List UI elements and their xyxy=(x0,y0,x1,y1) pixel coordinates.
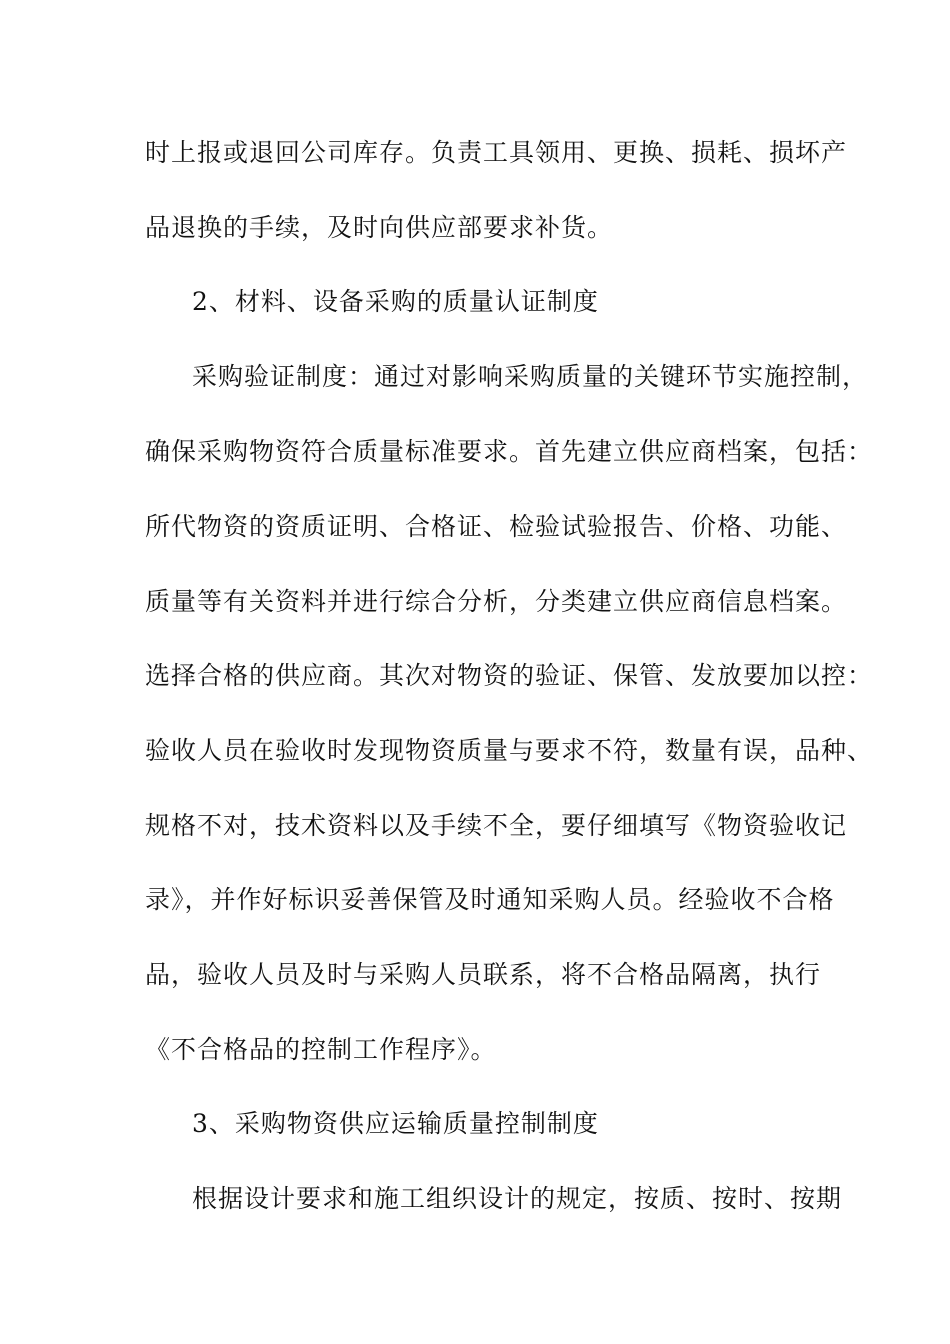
paragraph-line: 选择合格的供应商。其次对物资的验证、保管、发放要加以控： xyxy=(145,661,874,690)
paragraph-line: 录》，并作好标识妥善保管及时通知采购人员。经验收不合格 xyxy=(145,885,835,914)
paragraph-line: 《不合格品的控制工作程序》。 xyxy=(145,1035,497,1064)
paragraph-line: 质量等有关资料并进行综合分析，分类建立供应商信息档案。 xyxy=(145,587,848,616)
paragraph-line: 规格不对，技术资料以及手续不全，要仔细填写《物资验收记 xyxy=(145,811,848,840)
paragraph-line: 品退换的手续，及时向供应部要求补货。 xyxy=(145,213,614,242)
paragraph-line: 时上报或退回公司库存。负责工具领用、更换、损耗、损坏产 xyxy=(145,138,848,167)
section-heading: 3、采购物资供应运输质量控制制度 xyxy=(192,1109,599,1138)
paragraph-line: 采购验证制度：通过对影响采购质量的关键环节实施控制， xyxy=(192,362,869,391)
paragraph-line: 确保采购物资符合质量标准要求。首先建立供应商档案，包括： xyxy=(145,437,874,466)
paragraph-line: 验收人员在验收时发现物资质量与要求不符，数量有误，品种、 xyxy=(145,736,874,765)
paragraph-line: 品，验收人员及时与采购人员联系，将不合格品隔离，执行 xyxy=(145,960,822,989)
paragraph-line: 所代物资的资质证明、合格证、检验试验报告、价格、功能、 xyxy=(145,512,848,541)
section-heading: 2、材料、设备采购的质量认证制度 xyxy=(192,287,599,316)
paragraph-line: 根据设计要求和施工组织设计的规定，按质、按时、按期 xyxy=(192,1184,843,1213)
